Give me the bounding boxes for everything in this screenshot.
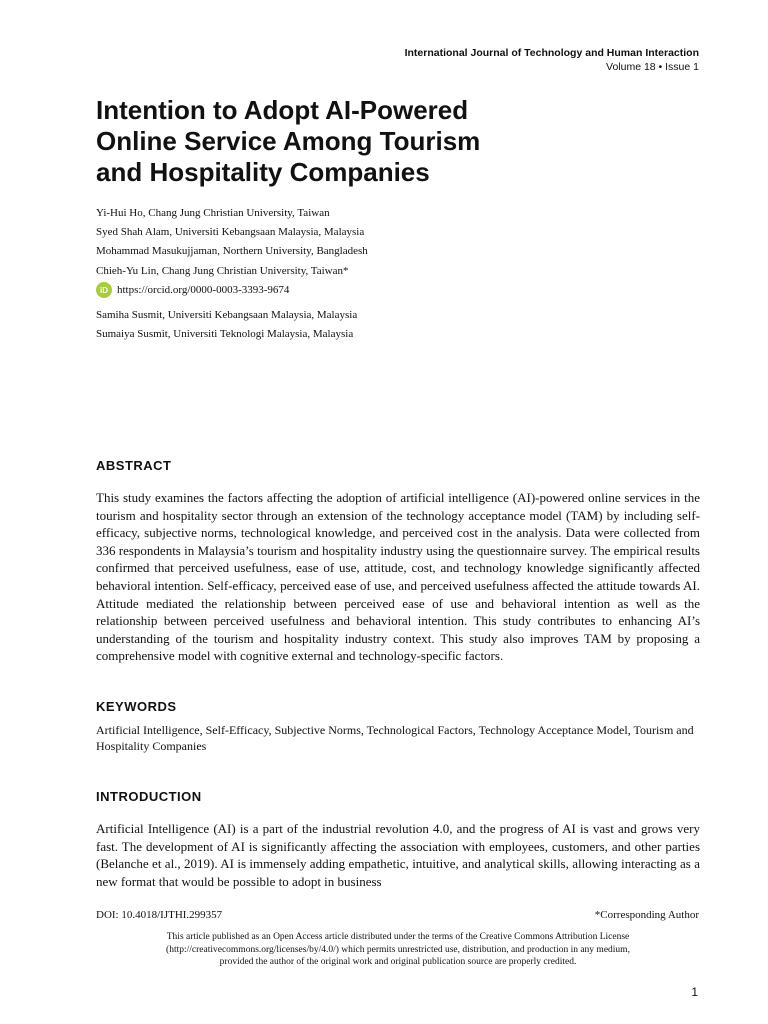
author-line: Samiha Susmit, Universiti Kebangsaan Malaysia, Malaysia	[96, 308, 358, 321]
license-line: (http://creativecommons.org/licenses/by/4.0/) which permits unrestricted use, distribution, and production in any medium,	[166, 944, 630, 955]
author-line: Sumaiya Susmit, Universiti Teknologi Malaysia, Malaysia	[96, 328, 354, 341]
license-line: This article published as an Open Access article distributed under the terms of the Creative Commons Attribution License	[166, 932, 630, 942]
introduction-text: Artificial Intelligence (AI) is a part of the industrial revolution 4.0, and the progress of AI is vast and grows very fast. The development of AI is significantly affecting the association with employees, customers, and other parties (Belanche et al., 2019). AI is immensely adding empathetic, intuitive, and analytical skills, allowing interacting as a new format that would be possible to adopt in business	[96, 821, 700, 889]
journal-name: International Journal of Technology and Human Interaction	[404, 47, 699, 59]
keywords-text: Artificial Intelligence, Self-Efficacy, Subjective Norms, Technological Factors, Technology Acceptance Model, Tourism and Hospitality Companies	[96, 723, 694, 753]
abstract-heading: ABSTRACT	[96, 458, 172, 473]
author-line: Chieh-Yu Lin, Chang Jung Christian University, Taiwan*	[96, 264, 349, 277]
orcid-link[interactable]: https://orcid.org/0000-0003-3393-9674	[117, 283, 290, 296]
license-notice	[96, 931, 700, 969]
orcid-icon: iD	[96, 282, 112, 298]
title-line: and Hospitality Companies	[96, 157, 430, 187]
author-list	[96, 204, 696, 344]
journal-header	[405, 46, 699, 74]
author-line: Mohammad Masukujjaman, Northern University, Bangladesh	[96, 245, 368, 258]
paper-title	[96, 95, 616, 188]
introduction-heading: INTRODUCTION	[96, 789, 202, 804]
corresponding-author-note: *Corresponding Author	[594, 909, 699, 921]
title-line: Online Service Among Tourism	[96, 126, 481, 156]
title-line: Intention to Adopt AI-Powered	[96, 95, 469, 125]
abstract-text: This study examines the factors affecting the adoption of artificial intelligence (AI)-powered online services in the tourism and hospitality sector through an extension of the technology acceptance model (TAM) by including self-efficacy, subjective norms, technological knowledge, and perceived cost in the analysis. Data were collected from 336 respondents in Malaysia’s tourism and hospitality industry using the questionnaire survey. The empirical results confirmed that perceived usefulness, ease of use, attitude, cost, and technology knowledge significantly affected behavioral intention. Self-efficacy, perceived ease of use, and perceived usefulness affected the attitude towards AI. Attitude mediated the relationship between perceived ease of use and behavioral intention as well as the relationship between perceived usefulness and behavioral intention. This study contributes to enhancing AI’s understanding of the tourism and hospitality industry context. This study also improves TAM by proposing a comprehensive model with cognitive external and technology-specific factors.	[96, 490, 700, 664]
volume-issue: Volume 18 • Issue 1	[606, 61, 699, 73]
author-line: Syed Shah Alam, Universiti Kebangsaan Malaysia, Malaysia	[96, 226, 365, 239]
doi: DOI: 10.4018/IJTHI.299357	[96, 909, 223, 921]
author-line: Yi-Hui Ho, Chang Jung Christian University, Taiwan	[96, 207, 330, 219]
page-number: 1	[691, 985, 698, 999]
license-line: provided the author of the original work and original publication source are properly credited.	[219, 957, 577, 967]
orcid-row	[96, 281, 696, 300]
keywords-heading: KEYWORDS	[96, 699, 177, 714]
